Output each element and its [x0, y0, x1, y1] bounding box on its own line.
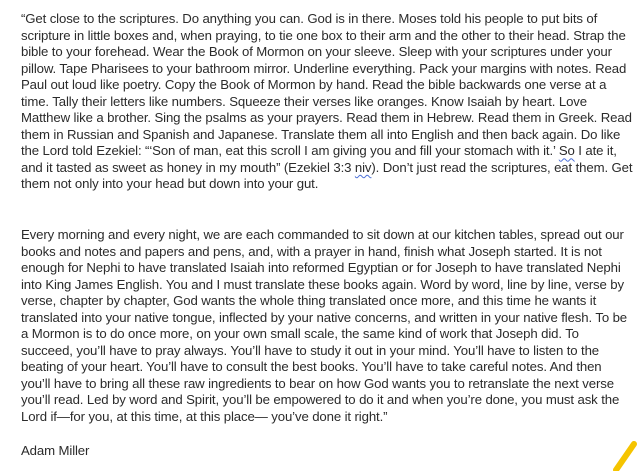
- paragraph-1-text-c: ). Don’t just read the scriptures, eat them. Get them not only into your head but down into your gut.: [21, 159, 633, 192]
- highlighter-stroke-icon: [612, 434, 640, 471]
- spellcheck-word-so: So: [558, 143, 575, 159]
- quote-paragraph-1: [21, 11, 633, 193]
- highlighter-stroke-path: [616, 444, 634, 470]
- quote-paragraph-2: Every morning and every night, we are each commanded to sit down at our kitchen tables, spread out our books and notes and papers and pens, and, with a prayer in hand, finish what Joseph started. It is not enough for Nephi to have translated Isaiah into reformed Egyptian or for Joseph to have translated Nephi into King James English. You and I must translate these books again. Word by word, line by line, verse by verse, chapter by chapter, God wants the whole thing translated once more, and this time he wants it translated into your native tongue, inflected by your native concerns, and written in your native flesh. To be a Mormon is to do once more, on your own small scale, the same kind of work that Joseph did. To succeed, you’ll have to pray always. You’ll have to study it out in your mind. You’ll have to listen to the beating of your heart. You’ll have to consult the best books. You’ll have to take careful notes. And then you’ll have to bring all these raw ingredients to bear on how God wants you to retranslate the next verse you’ll read. Led by word and Spirit, you’ll be empowered to do it and when you’re done, you must ask the Lord if—for you, at this time, at this place— you’ve done it right.”: [21, 227, 627, 425]
- spellcheck-word-niv: niv: [354, 159, 372, 175]
- paragraph-1-text-b: I ate it, and it tasted as sweet as honey in my mouth” (Ezekiel 3:3: [21, 143, 617, 175]
- author-attribution: Adam Miller: [21, 443, 90, 458]
- paragraph-1-text-a: “Get close to the scriptures. Do anything you can. God is in there. Moses told his people to put bits of scripture in little boxes and, when praying, to tie one box to their arm and the other to their head. Strap the bible to your forehead. Wear the Book of Mormon on your sleeve. Sleep with your scriptures under your pillow. Tape Pharisees to your bathroom mirror. Underline everything. Pack your margins with notes. Read Paul out loud like poetry. Copy the Book of Mormon by hand. Read the bible backwards one verse at a time. Tally their letters like numbers. Squeeze their verses like oranges. Know Isaiah by heart. Love Matthew like a brother. Sing the psalms as your prayers. Read them in Hebrew. Read them in Greek. Read them in Russian and Spanish and Japanese. Translate them all into English and then back again. Do like the Lord told Ezekiel: “‘Son of man, eat this scroll I am giving you and fill your stomach with it.’: [21, 11, 632, 159]
